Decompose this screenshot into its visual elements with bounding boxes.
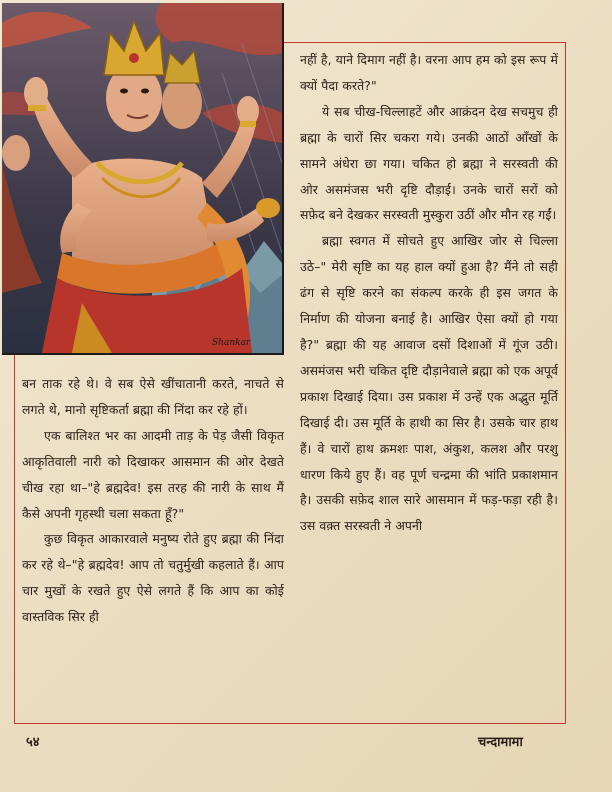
page-number: ५४ — [26, 735, 40, 750]
left-text-column — [22, 371, 284, 630]
paragraph: नहीं है, याने दिमाग नहीं है। वरना आप हम को इस रूप में क्यों पैदा करते?" — [300, 52, 558, 93]
paragraph: बन ताक रहे थे। वे सब ऐसे खींचातानी करते, नाचते से लगते थे, मानो सृष्टिकर्ता ब्रह्मा की निंदा कर रहे हों। — [22, 376, 284, 417]
brahma-illustration — [2, 3, 284, 355]
paragraph: कुछ विकृत आकारवाले मनुष्य रोते हुए ब्रह्मा की निंदा कर रहे थे–"हे ब्रह्मदेव! आप तो चतुर्मुखी कहलाते हैं। आप चार मुखों के रखते हुए ऐसे लगते हैं कि आप का कोई वास्तविक सिर ही — [22, 531, 284, 625]
magazine-name: चन्दामामा — [478, 735, 523, 750]
right-text-column — [300, 47, 558, 539]
paragraph: एक बालिश्त भर का आदमी ताड़ के पेड़ जैसी विकृत आकृतिवाली नारी को दिखाकर आसमान की ओर देखते चीख रहा था–"हे ब्रह्मदेव! इस तरह की नारी के साथ मैं कैसे अपनी गृहस्थी चला सकता हूँ?" — [22, 427, 284, 521]
paragraph: ब्रह्मा स्वगत में सोचते हुए आखिर जोर से चिल्ला उठे–" मेरी सृष्टि का यह हाल क्यों हुआ है? मैंने तो सही ढंग से सृष्टि करने का संकल्प करके ही इस जगत के निर्माण की योजना बनाई है। आखिर ऐसा क्यों हो गया है?" ब्रह्मा की यह आवाज दसों दिशाओं में गूंज उठी। असमंजस भरी चकित दृष्टि दौड़ानेवाले ब्रह्मा को एक अपूर्व प्रकाश दिखाई दिया। उस प्रकाश में उन्हें एक अद्भुत मूर्ति दिखाई दी। उस मूर्ति के हाथी का सिर है। उसके चार हाथ हैं। वे चारों हाथ क्रमशः पाश, अंकुश, कलश और परशु धारण किये हुए हैं। वह पूर्ण चन्द्रमा की भांति प्रकाशमान है। उसकी सफ़ेद शाल सारे आसमान में फड़-फड़ा रही है। उस वक़्त सरस्वती ने अपनी — [300, 233, 558, 534]
artist-signature: Shankar — [212, 338, 251, 348]
paragraph: ये सब चीख-चिल्लाहटें और आक्रंदन देख सचमुच ही ब्रह्मा के चारों सिर चकरा गये। उनकी आठों आँखों के सामने अंधेरा छा गया। चकित हो ब्रह्मा ने सरस्वती की ओर असमंजस भरी दृष्टि दौड़ाई। उनके चारों सरों को सफ़ेद बने देखकर सरस्वती मुस्कुरा उठीं और मौन रह गईं। — [300, 103, 558, 223]
